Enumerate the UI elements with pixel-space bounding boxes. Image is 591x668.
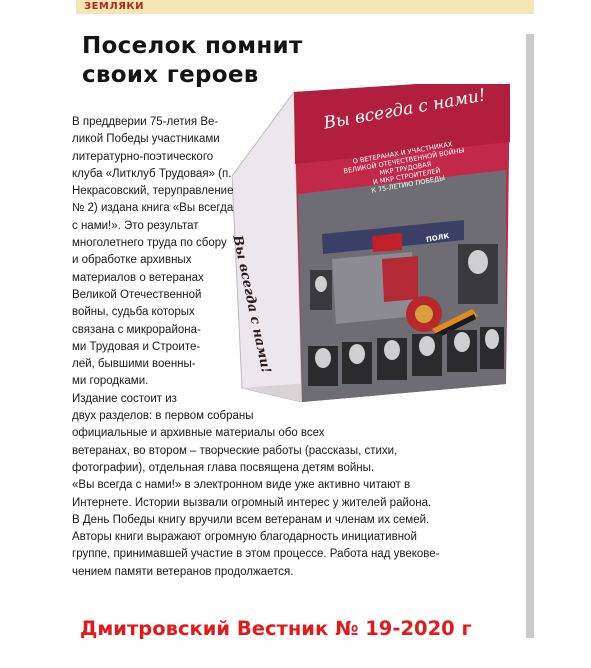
article-line: Издание состоит из: [72, 392, 177, 405]
article-line: войны, судьба которых: [72, 306, 195, 319]
article-line: клуба «Литклуб Трудовая» (п.: [72, 167, 232, 180]
article-line: В преддверии 75-летия Ве-: [72, 116, 219, 128]
article-line: группе, принимавшей участие в этом процессе. Работа над увекове-: [72, 548, 440, 561]
book-cover-title: Вы всегда с нами!: [322, 85, 488, 134]
article-line: Интернете. Истории вызвали огромный интерес у жителей района.: [72, 496, 432, 509]
article-line: материалов о ветеранах: [72, 271, 204, 284]
article-line: и обработке архивных: [72, 254, 192, 267]
article-line: ми Трудовая и Строите-: [72, 340, 201, 353]
article-line: № 2) издана книга «Вы всегда: [72, 202, 234, 215]
article-line: ликой Победы участниками: [72, 133, 220, 146]
article-body: [72, 114, 492, 581]
source-caption: Дмитровский Вестник № 19-2020 г: [80, 617, 472, 640]
article-line: многолетнего труда по сбору: [72, 237, 227, 250]
article-line: двух разделов: в первом собраны: [72, 410, 254, 423]
rubric-label: ЗЕМЛЯКИ: [84, 1, 144, 12]
article-line: Некрасовский, теруправление: [72, 185, 234, 198]
article-title: Поселок помнит своих героев: [82, 33, 303, 88]
article-line: официальные и архивные материалы обо всех: [72, 427, 325, 440]
article-line: связана с микрорайона-: [72, 323, 201, 336]
article-line: ми городками.: [72, 375, 149, 388]
article-line: лей, бывшими военны-: [72, 358, 196, 371]
article-line: «Вы всегда с нами!» в электронном виде уже активно читают в: [72, 479, 411, 492]
book-spine-title: Вы всегда с нами!: [229, 234, 274, 375]
article-line: литературно-поэтического: [72, 150, 214, 163]
article-line: с нами!». Это результат: [72, 219, 199, 232]
book-banner-text: ПОЛК: [425, 232, 450, 244]
book-cover-subtitle: О ВЕТЕРАНАХ И УЧАСТНИКАХ ВЕЛИКОЙ ОТЕЧЕСТВЕННОЙ ВОЙНЫ МКР ТРУДОВАЯ И МКР СТРОИТЕЛЕЙ К 75-ЛЕТИЮ ПОБЕДЫ: [342, 140, 465, 195]
article-line: чением памяти ветеранов продолжается.: [72, 565, 294, 578]
article-line: Авторы книги выражают огромную благодарность инициативной: [72, 531, 417, 544]
article-line: В День Победы книгу вручили всем ветеранам и членам их семей.: [72, 513, 430, 526]
page-edge-bar: [526, 34, 534, 638]
article-line: фотографии), отдельная глава посвящена детям войны.: [72, 461, 375, 474]
article-line: Великой Отечественной: [72, 288, 202, 301]
rubric-bar: [76, 0, 534, 14]
article-line: ветеранах, во втором – творческие работы (рассказы, стихи,: [72, 444, 398, 457]
